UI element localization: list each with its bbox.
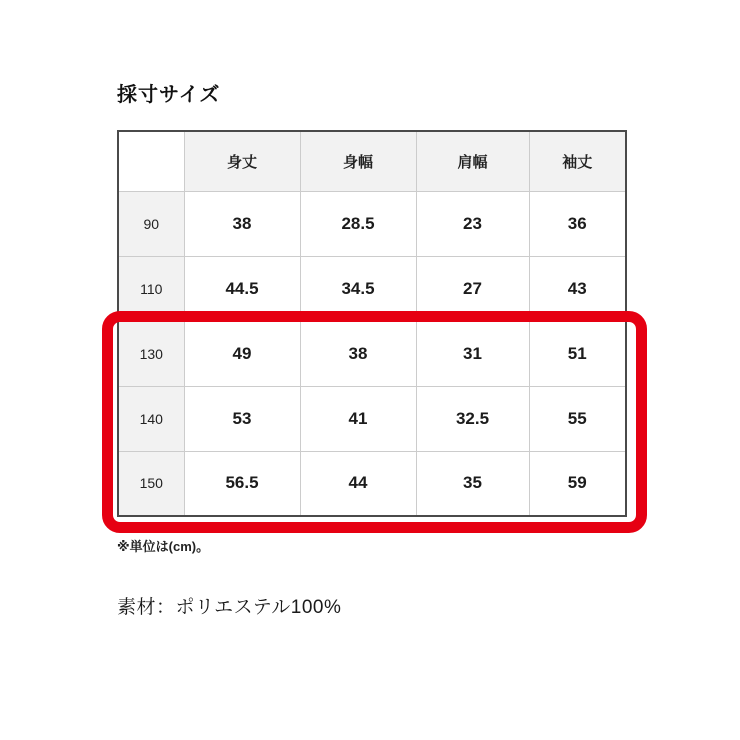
measurement-cell: 28.5 (300, 191, 416, 256)
size-row-header: 150 (118, 451, 184, 516)
table-row (118, 386, 626, 451)
measurement-cell: 59 (529, 451, 626, 516)
measurement-cell: 32.5 (416, 386, 529, 451)
measurement-cell: 55 (529, 386, 626, 451)
measurement-cell: 41 (300, 386, 416, 451)
table-header-row (118, 131, 626, 191)
corner-cell (118, 131, 184, 191)
size-row-header: 90 (118, 191, 184, 256)
measurement-cell: 44.5 (184, 256, 300, 321)
table-row (118, 321, 626, 386)
column-header-shoulder-width: 肩幅 (416, 131, 529, 191)
column-header-body-width: 身幅 (300, 131, 416, 191)
size-row-header: 110 (118, 256, 184, 321)
material-text: 素材：ポリエステル100% (117, 597, 342, 618)
measurement-cell: 36 (529, 191, 626, 256)
measurement-cell: 44 (300, 451, 416, 516)
size-row-header: 130 (118, 321, 184, 386)
table-row (118, 191, 626, 256)
column-header-body-length: 身丈 (184, 131, 300, 191)
measurement-cell: 38 (300, 321, 416, 386)
table-row (118, 256, 626, 321)
measurement-cell: 43 (529, 256, 626, 321)
measurement-cell: 51 (529, 321, 626, 386)
size-row-header: 140 (118, 386, 184, 451)
measurement-cell: 53 (184, 386, 300, 451)
measurement-cell: 49 (184, 321, 300, 386)
measurement-cell: 35 (416, 451, 529, 516)
measurement-cell: 27 (416, 256, 529, 321)
measurement-cell: 23 (416, 191, 529, 256)
table-row (118, 451, 626, 516)
size-table (117, 130, 627, 517)
unit-note: ※単位は(cm)。 (117, 539, 210, 554)
page-title: 採寸サイズ (117, 84, 221, 106)
column-header-sleeve-length: 袖丈 (529, 131, 626, 191)
measurement-cell: 56.5 (184, 451, 300, 516)
measurement-cell: 31 (416, 321, 529, 386)
measurement-cell: 38 (184, 191, 300, 256)
measurement-cell: 34.5 (300, 256, 416, 321)
